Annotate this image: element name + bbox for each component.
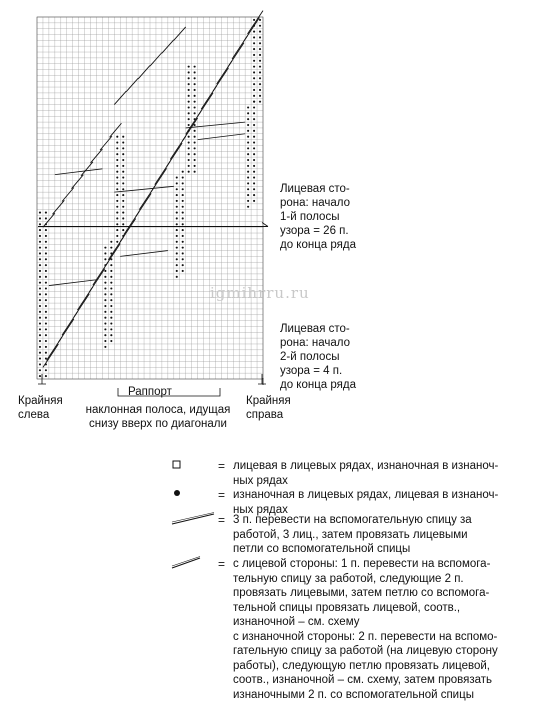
purl-dot (104, 340, 106, 342)
purl-dot (259, 83, 261, 85)
purl-dot (122, 171, 124, 173)
purl-dot (39, 352, 41, 354)
purl-dot (104, 346, 106, 348)
purl-dot (188, 118, 190, 120)
purl-dot (39, 340, 41, 342)
purl-dot (253, 54, 255, 56)
purl-dot (194, 71, 196, 73)
purl-dot (110, 270, 112, 272)
chart-overlay (38, 223, 268, 397)
purl-dot (110, 276, 112, 278)
purl-dot (39, 241, 41, 243)
purl-dot (253, 177, 255, 179)
purl-dot (194, 165, 196, 167)
purl-dot (116, 147, 118, 149)
edge-label-left: Крайняя слева (18, 395, 63, 421)
purl-dot (253, 153, 255, 155)
purl-dot (104, 247, 106, 249)
purl-dot (116, 223, 118, 225)
purl-dot (259, 89, 261, 91)
purl-dot (247, 182, 249, 184)
purl-dot (116, 200, 118, 202)
purl-dot (39, 305, 41, 307)
purl-dot (188, 66, 190, 68)
purl-dot (45, 328, 47, 330)
purl-dot (122, 212, 124, 214)
purl-dot (39, 229, 41, 231)
edge-label-right: Крайняя справа (246, 395, 291, 421)
purl-dot (176, 182, 178, 184)
purl-dot (194, 89, 196, 91)
purl-dot (182, 206, 184, 208)
purl-dot (188, 89, 190, 91)
annotation-first-stripe: Лицевая сто- рона: начало 1-й полосы узора = 26 п. до конца ряда (280, 183, 356, 251)
legend-equals: = (218, 557, 226, 571)
purl-dot (194, 83, 196, 85)
purl-dot (176, 212, 178, 214)
purl-dot (39, 334, 41, 336)
purl-dot (188, 112, 190, 114)
purl-dot (39, 252, 41, 254)
purl-dot (39, 317, 41, 319)
purl-dot (182, 212, 184, 214)
purl-dot (45, 217, 47, 219)
purl-dot (182, 270, 184, 272)
purl-dot (188, 106, 190, 108)
purl-dot (110, 328, 112, 330)
purl-dot (110, 247, 112, 249)
purl-dot (104, 322, 106, 324)
purl-dot (110, 311, 112, 313)
purl-dot (176, 206, 178, 208)
purl-dot (188, 165, 190, 167)
purl-dot (247, 153, 249, 155)
purl-dot (253, 66, 255, 68)
purl-dot (188, 71, 190, 73)
purl-dot (45, 258, 47, 260)
purl-dot (45, 322, 47, 324)
purl-dot (253, 141, 255, 143)
purl-dot (253, 106, 255, 108)
purl-dot (188, 77, 190, 79)
purl-dot (39, 311, 41, 313)
purl-dot (110, 299, 112, 301)
purl-dot (116, 241, 118, 243)
purl-dot (110, 264, 112, 266)
purl-dot (253, 194, 255, 196)
purl-dot (253, 71, 255, 73)
purl-dot (104, 293, 106, 295)
purl-dot (259, 101, 261, 103)
purl-dot (194, 153, 196, 155)
purl-dot (45, 369, 47, 371)
purl-dot (182, 200, 184, 202)
purl-dot (122, 141, 124, 143)
purl-dot (110, 293, 112, 295)
purl-dot (104, 270, 106, 272)
purl-dot (253, 124, 255, 126)
cable-stroke (182, 118, 197, 141)
purl-dot (122, 200, 124, 202)
purl-dot (188, 136, 190, 138)
purl-dot (253, 182, 255, 184)
purl-dot (45, 241, 47, 243)
purl-dot (45, 358, 47, 360)
legend-text-cable-3: 3 п. перевести на вспомогательную спицу за работой, 3 лиц., затем провязать лицевыми петли со вспомогательной спицы (233, 514, 472, 555)
purl-dot (253, 159, 255, 161)
purl-dot (39, 223, 41, 225)
purl-dot (45, 282, 47, 284)
purl-dot (194, 77, 196, 79)
purl-dot (259, 77, 261, 79)
purl-dot (45, 334, 47, 336)
purl-dot (182, 241, 184, 243)
purl-dot (176, 258, 178, 260)
purl-dot (253, 89, 255, 91)
purl-dot (247, 112, 249, 114)
purl-dot (104, 287, 106, 289)
purl-dot (188, 101, 190, 103)
purl-dot (247, 106, 249, 108)
empty-square-icon (170, 458, 184, 472)
purl-dot (122, 165, 124, 167)
purl-dot (122, 177, 124, 179)
purl-dot (182, 217, 184, 219)
purl-dot (39, 235, 41, 237)
purl-dot (39, 328, 41, 330)
dot-icon (170, 486, 184, 500)
purl-dot (104, 282, 106, 284)
purl-dot (122, 194, 124, 196)
purl-dot (116, 165, 118, 167)
purl-dot (45, 235, 47, 237)
purl-dot (39, 358, 41, 360)
purl-dot (45, 346, 47, 348)
purl-dot (122, 147, 124, 149)
purl-dot (116, 229, 118, 231)
purl-dot (194, 66, 196, 68)
purl-dot (116, 159, 118, 161)
purl-dot (39, 264, 41, 266)
purl-dot (110, 322, 112, 324)
purl-dot (247, 165, 249, 167)
purl-dot (253, 112, 255, 114)
purl-dot (116, 206, 118, 208)
cable-stroke (52, 200, 64, 214)
purl-dot (116, 212, 118, 214)
purl-dot (259, 31, 261, 33)
purl-dot (259, 25, 261, 27)
purl-dot (259, 42, 261, 44)
purl-dot (253, 171, 255, 173)
purl-dot (39, 212, 41, 214)
purl-dot (253, 19, 255, 21)
purl-dot (194, 141, 196, 143)
cable-stroke (62, 187, 74, 201)
purl-dot (110, 305, 112, 307)
purl-dot (182, 247, 184, 249)
purl-dot (176, 264, 178, 266)
purl-dot (45, 293, 47, 295)
purl-dot (194, 147, 196, 149)
purl-dot (116, 177, 118, 179)
purl-dot (176, 177, 178, 179)
purl-dot (247, 130, 249, 132)
purl-dot (104, 258, 106, 260)
purl-dot (176, 241, 178, 243)
purl-dot (122, 182, 124, 184)
purl-dot (247, 124, 249, 126)
purl-dot (182, 235, 184, 237)
cable-stroke (248, 11, 263, 34)
purl-dot (194, 101, 196, 103)
purl-dot (45, 340, 47, 342)
purl-dot (45, 270, 47, 272)
purl-dot (45, 287, 47, 289)
purl-dot (247, 206, 249, 208)
legend-equals: = (218, 513, 226, 527)
repeat-label: Раппорт (128, 386, 172, 398)
purl-dot (45, 299, 47, 301)
purl-dot (122, 223, 124, 225)
purl-dot (194, 130, 196, 132)
purl-dot (39, 369, 41, 371)
purl-dot (247, 171, 249, 173)
purl-dot (110, 317, 112, 319)
repeat-caption: наклонная полоса, идущая снизу вверх по диагонали (85, 404, 231, 430)
purl-dot (182, 229, 184, 231)
purl-dot (122, 159, 124, 161)
purl-dot (253, 188, 255, 190)
purl-dot (188, 95, 190, 97)
purl-dot (104, 252, 106, 254)
purl-dot (253, 136, 255, 138)
purl-dot (182, 194, 184, 196)
purl-dot (45, 305, 47, 307)
purl-dot (176, 235, 178, 237)
purl-dot (247, 118, 249, 120)
legend-equals: = (218, 459, 226, 473)
purl-dot (45, 352, 47, 354)
purl-dot (116, 141, 118, 143)
grid-lines (37, 17, 263, 379)
purl-dot (194, 106, 196, 108)
purl-dot (176, 194, 178, 196)
purl-dot (176, 200, 178, 202)
legend-text-cable-1-2: с лицевой стороны: 1 п. перевести на вспомога- тельную спицу за работой, следующие 2 п. провязать лицевыми, затем петлю со вспомога- тельной спицы провязать лицевой, соотв., изнаночной – см. схему с изнаночной стороны: 2 п. перевести на вспомо- гательную спицу за работой (на лицевую сторону работы), следующую петлю провязать лицевой, соотв., изнаночной – см. схему, затем провязать изнаночными 2 п. со вспомогательной спицы (233, 558, 498, 701)
purl-dot (39, 276, 41, 278)
purl-dot (188, 124, 190, 126)
purl-dot (122, 217, 124, 219)
purl-dot (45, 252, 47, 254)
purl-dot (253, 147, 255, 149)
purl-dot (110, 287, 112, 289)
purl-dot (259, 54, 261, 56)
purl-dot (39, 322, 41, 324)
purl-dot (247, 194, 249, 196)
purl-dot (104, 311, 106, 313)
purl-dot (116, 153, 118, 155)
purl-dot (116, 188, 118, 190)
purl-dot (45, 276, 47, 278)
purl-dot (253, 77, 255, 79)
purl-dot (253, 200, 255, 202)
purl-dot (188, 159, 190, 161)
purl-dot (176, 217, 178, 219)
purl-dot (116, 136, 118, 138)
purl-dot (182, 258, 184, 260)
purl-dot (45, 212, 47, 214)
purl-dot (188, 83, 190, 85)
purl-dot (39, 282, 41, 284)
purl-dot (110, 340, 112, 342)
purl-dot (39, 247, 41, 249)
purl-dot (45, 375, 47, 377)
purl-dot (247, 147, 249, 149)
purl-dot (182, 182, 184, 184)
purl-dot (194, 112, 196, 114)
purl-dot (122, 206, 124, 208)
purl-dot (45, 317, 47, 319)
purl-dot (39, 346, 41, 348)
purl-dot (39, 287, 41, 289)
purl-dot (116, 235, 118, 237)
purl-dot (176, 223, 178, 225)
purl-dot (122, 153, 124, 155)
purl-dot (116, 217, 118, 219)
purl-dot (45, 264, 47, 266)
purl-dot (259, 19, 261, 21)
purl-dot (253, 165, 255, 167)
purl-dot (259, 66, 261, 68)
purl-dot (253, 36, 255, 38)
purl-dot (247, 200, 249, 202)
purl-dot (182, 223, 184, 225)
purl-dot (110, 282, 112, 284)
watermark: igmihrru.ru (210, 284, 310, 302)
purl-dot (122, 136, 124, 138)
purl-dot (176, 229, 178, 231)
purl-dot (116, 194, 118, 196)
cable-stroke (110, 123, 122, 137)
purl-dot (122, 188, 124, 190)
purl-dot (104, 317, 106, 319)
purl-dot (110, 241, 112, 243)
purl-dot (247, 188, 249, 190)
purl-dot (104, 305, 106, 307)
purl-dot (176, 270, 178, 272)
purl-dot (122, 229, 124, 231)
purl-dot (176, 247, 178, 249)
purl-dot (188, 141, 190, 143)
purl-dot (188, 147, 190, 149)
purl-dot (253, 42, 255, 44)
cable-3-icon (170, 512, 218, 526)
purl-dot (259, 71, 261, 73)
purl-dot (182, 177, 184, 179)
cable-stroke (71, 175, 83, 189)
purl-dot (104, 334, 106, 336)
purl-dot (116, 171, 118, 173)
purl-dot (176, 188, 178, 190)
purl-dot (104, 299, 106, 301)
purl-dot (110, 334, 112, 336)
purl-dot (253, 83, 255, 85)
cable-stroke (100, 136, 112, 150)
purl-dot (39, 363, 41, 365)
legend-equals: = (218, 488, 226, 502)
cable-1-2-icon (170, 556, 218, 570)
purl-dot (39, 375, 41, 377)
purl-dot (39, 258, 41, 260)
purl-dot (39, 270, 41, 272)
cable-stroke (105, 244, 120, 267)
purl-dot (176, 276, 178, 278)
purl-dot (253, 60, 255, 62)
purl-dot (259, 36, 261, 38)
purl-dot (253, 48, 255, 50)
purl-dot (247, 136, 249, 138)
legend-text-purl: изнаночная в лицевых рядах, лицевая в изнаноч- ных рядах (233, 489, 499, 516)
purl-dot (259, 48, 261, 50)
purl-dot (182, 171, 184, 173)
purl-dot (104, 276, 106, 278)
purl-dot (39, 293, 41, 295)
purl-dot (259, 60, 261, 62)
purl-dot (253, 95, 255, 97)
purl-dot (247, 177, 249, 179)
purl-dot (45, 229, 47, 231)
annotation-second-stripe: Лицевая сто- рона: начало 2-й полосы узора = 4 п. до конца ряда (280, 323, 356, 391)
purl-dot (188, 171, 190, 173)
purl-dot (182, 252, 184, 254)
purl-dot (182, 264, 184, 266)
purl-dot (176, 252, 178, 254)
purl-dot (259, 95, 261, 97)
purl-dot (188, 153, 190, 155)
purl-dot (194, 136, 196, 138)
purl-dot (182, 188, 184, 190)
purl-dot (194, 171, 196, 173)
purl-dot (39, 299, 41, 301)
purl-dot (104, 328, 106, 330)
purl-dot (253, 101, 255, 103)
legend-text-knit: лицевая в лицевых рядах, изнаночная в изнаноч- ных рядах (233, 460, 499, 487)
purl-dot (253, 31, 255, 33)
purl-dot (194, 159, 196, 161)
purl-dot (247, 141, 249, 143)
purl-dot (39, 217, 41, 219)
purl-dot (194, 95, 196, 97)
chart-grid (37, 17, 263, 379)
purl-dot (45, 311, 47, 313)
purl-dot (247, 159, 249, 161)
purl-dot (253, 130, 255, 132)
purl-dot (116, 182, 118, 184)
purl-dot (253, 118, 255, 120)
purl-dot (45, 247, 47, 249)
